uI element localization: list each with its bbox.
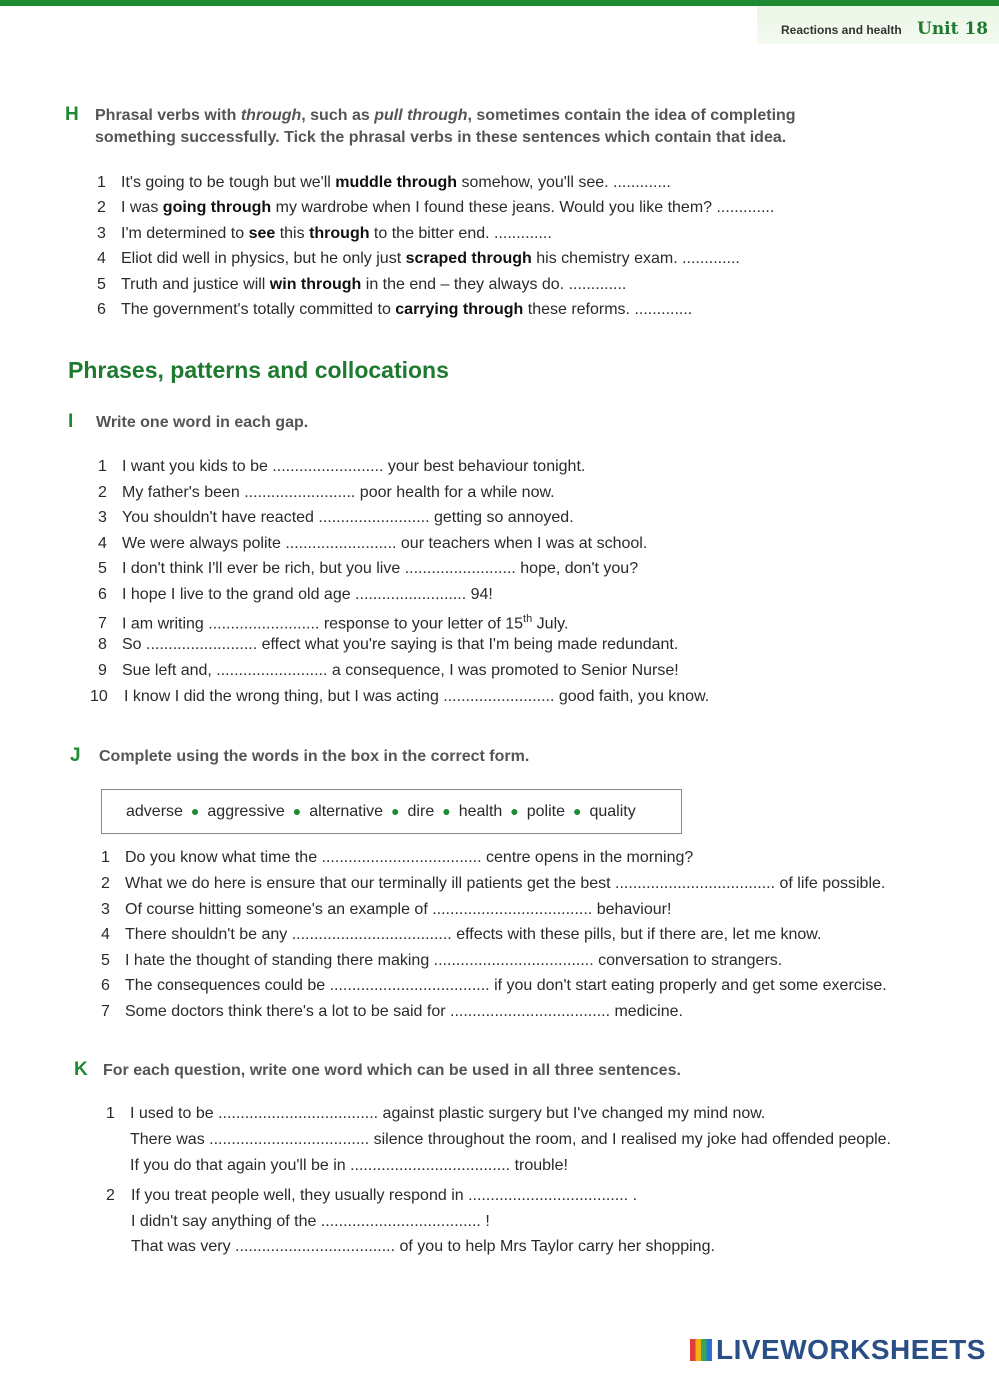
exercise-i-item: 5 I don't think I'll ever be rich, but you live ......................... hope, don't you? (98, 560, 639, 577)
exercise-i-item: 3 You shouldn't have reacted ......................... getting so annoyed. (98, 509, 574, 526)
exercise-j-letter: J (70, 745, 81, 766)
unit-number: Unit 18 (917, 19, 989, 39)
exercise-i-item: 6 I hope I live to the grand old age ......................... 94! (98, 586, 493, 603)
word-box-word: dire (407, 803, 435, 820)
exercise-i-item: 9 Sue left and, ......................... a consequence, I was promoted to Senior Nurse! (98, 662, 679, 679)
exercise-j-item: 3 Of course hitting someone's an example of .................................... behaviour! (101, 901, 672, 918)
exercise-i-letter: I (68, 411, 74, 432)
unit-header-tab (757, 0, 999, 44)
exercise-i-item: 1 I want you kids to be ......................... your best behaviour tonight. (98, 458, 586, 475)
word-box-word: aggressive (207, 803, 285, 820)
exercise-i-item: 7 I am writing ......................... response to your letter of 15th July. (98, 613, 569, 633)
exercise-h-letter: H (65, 104, 79, 125)
word-box-word: polite (526, 803, 565, 820)
exercise-k-sentence: There was .................................... silence throughout the room, and I realised my joke had offended people. (130, 1131, 891, 1148)
word-box-word: quality (589, 803, 636, 820)
exercise-j-item: 6 The consequences could be .................................... if you don't start eating properly and get some exercise. (101, 977, 887, 994)
exercise-j-item: 5 I hate the thought of standing there making .................................... conversation to strangers. (101, 952, 783, 969)
exercise-h-instruction: Phrasal verbs with through, such as pull through, sometimes contain the idea of completing something successfully. Tick the phrasal verbs in these sentences which contain that idea. (95, 107, 796, 146)
word-box-word: adverse (126, 803, 183, 820)
section-title: Reactions and health (781, 23, 902, 37)
exercise-k-letter: K (74, 1059, 88, 1080)
exercise-i-instruction: Write one word in each gap. (96, 414, 309, 431)
exercise-k-question-number: 1 (106, 1105, 115, 1122)
exercise-j-item: 7 Some doctors think there's a lot to be said for .................................... medicine. (101, 1003, 683, 1020)
exercise-h-item: 5 Truth and justice will win through in the end – they always do. ............. (97, 276, 627, 293)
exercise-k-sentence: That was very .................................... of you to help Mrs Taylor carry her shopping. (131, 1238, 715, 1255)
exercise-k-sentence: I used to be .................................... against plastic surgery but I've changed my mind now. (130, 1105, 766, 1122)
exercise-h-item: 3 I'm determined to see this through to the bitter end. ............. (97, 225, 552, 242)
exercise-j-item: 4 There shouldn't be any .................................... effects with these pills, but if there are, let me know. (101, 926, 822, 943)
exercise-i-item: 10 I know I did the wrong thing, but I was acting ......................... good faith, you know. (90, 688, 710, 705)
exercise-k-sentence: If you do that again you'll be in .................................... trouble! (130, 1157, 568, 1174)
exercise-h-item: 1 It's going to be tough but we'll muddle through somehow, you'll see. ............. (97, 174, 671, 191)
exercise-k-sentence: I didn't say anything of the .................................... ! (131, 1213, 490, 1230)
exercise-i-item: 8 So ......................... effect what you're saying is that I'm being made redundant. (98, 636, 679, 653)
liveworksheets-logo: LIVEWORKSHEETS (690, 1334, 986, 1366)
liveworksheets-icon (690, 1339, 712, 1361)
word-box: adverse ● aggressive ● alternative ● dire ● health ● polite ● quality (101, 789, 682, 834)
exercise-i-item: 4 We were always polite ......................... our teachers when I was at school. (98, 535, 648, 552)
exercise-k-question-number: 2 (106, 1187, 115, 1204)
exercise-j-item: 2 What we do here is ensure that our terminally ill patients get the best .................................... of life possible. (101, 875, 886, 892)
section-heading: Phrases, patterns and collocations (68, 357, 449, 383)
exercise-k-instruction: For each question, write one word which can be used in all three sentences. (103, 1062, 681, 1079)
exercise-h-item: 6 The government's totally committed to carrying through these reforms. ............. (97, 301, 693, 318)
exercise-k-sentence: If you treat people well, they usually respond in .................................... . (131, 1187, 638, 1204)
exercise-j-item: 1 Do you know what time the .................................... centre opens in the morning? (101, 849, 694, 866)
exercise-j-instruction: Complete using the words in the box in the correct form. (99, 748, 530, 765)
top-green-bar (0, 0, 760, 6)
exercise-h-item: 4 Eliot did well in physics, but he only just scraped through his chemistry exam. ............. (97, 250, 740, 267)
exercise-h-item: 2 I was going through my wardrobe when I found these jeans. Would you like them? ............. (97, 199, 775, 216)
exercise-i-item: 2 My father's been ......................... poor health for a while now. (98, 484, 555, 501)
word-box-word: health (458, 803, 503, 820)
word-box-word: alternative (309, 803, 384, 820)
